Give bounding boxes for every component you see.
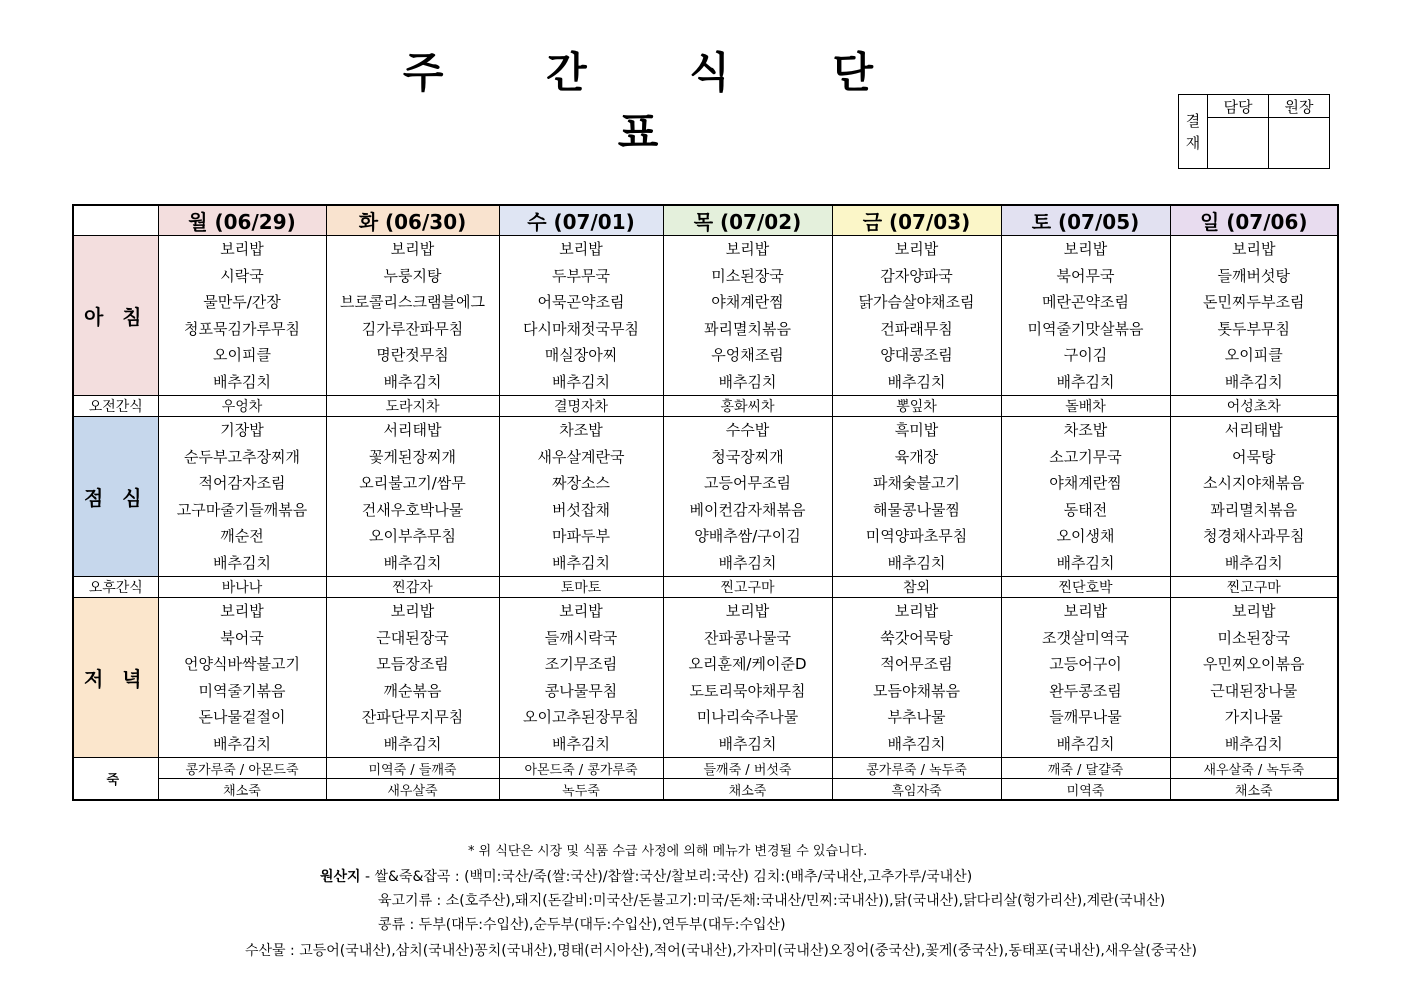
menu-item: 미역양파초무침: [865, 527, 968, 545]
am-snack-item: 결명자차: [499, 396, 663, 417]
menu-item: 조갯살미역국: [1042, 628, 1129, 647]
menu-item: 다시마채젓국무침: [523, 319, 639, 338]
breakfast-menu-cell: [1170, 236, 1338, 396]
menu-item: 보리밥: [1232, 240, 1276, 258]
juk-item: 콩가루죽 / 녹두죽: [832, 758, 1001, 779]
menu-item: 야채계란찜: [711, 293, 784, 311]
menu-item: 베이컨감자채볶음: [689, 500, 806, 519]
breakfast-menu-cell: [326, 236, 499, 396]
menu-item: 파채숯불고기: [873, 474, 960, 492]
menu-item: 닭가슴살야채조림: [858, 293, 975, 311]
pm-snack-item: 참외: [832, 577, 1001, 598]
juk-item: 미역죽 / 들깨죽: [326, 758, 499, 779]
menu-item: 차조밥: [1063, 421, 1108, 439]
menu-item: 보리밥: [1063, 240, 1108, 258]
menu-item: 미역줄기맛살볶음: [1027, 319, 1144, 338]
menu-item: 오이피클: [213, 346, 271, 364]
menu-item: 배추김치: [213, 734, 271, 753]
menu-item: 조기무조림: [544, 655, 618, 673]
menu-item: 누룽지탕: [383, 266, 442, 285]
menu-item: 야채계란찜: [1049, 474, 1122, 492]
am-snack-item: 뽕잎차: [832, 396, 1001, 417]
menu-item: 버섯잡채: [552, 500, 610, 519]
dinner-menu-cell: [326, 598, 499, 758]
approval-box: [1178, 94, 1330, 169]
dinner-menu-cell: [663, 598, 832, 758]
menu-item: 수수밥: [725, 421, 770, 439]
dinner-menu-cell: [832, 598, 1001, 758]
day-header: 토 (07/05): [1001, 205, 1170, 236]
menu-item: 순두부고추장찌개: [184, 447, 300, 466]
menu-item: 근대된장나물: [1210, 681, 1298, 700]
juk-item: 채소죽: [663, 779, 832, 801]
menu-item: 북어국: [220, 628, 264, 647]
menu-item: 근대된장국: [376, 628, 449, 647]
lunch-row: [73, 417, 1338, 577]
menu-item: 보리밥: [894, 240, 939, 258]
menu-item: 배추김치: [383, 734, 442, 753]
menu-item: 언양식바싹불고기: [184, 655, 300, 673]
lunch-menu-cell: [499, 417, 663, 577]
menu-item: 배추김치: [383, 553, 442, 572]
menu-item: 배추김치: [1224, 553, 1283, 572]
am-snack-item: 우엉차: [158, 396, 326, 417]
menu-item: 양배추쌈/구이김: [694, 527, 801, 545]
menu-item: 소시지야채볶음: [1203, 474, 1305, 492]
menu-item: 배추김치: [1224, 734, 1283, 753]
day-header: 화 (06/30): [326, 205, 499, 236]
menu-item: 청국장찌개: [711, 447, 784, 466]
approval-manager-sign: [1208, 118, 1269, 169]
menu-item: 고등어무조림: [704, 474, 791, 492]
menu-item: 서리태밥: [383, 421, 442, 439]
menu-item: 짜장소스: [552, 474, 610, 492]
menu-item: 보리밥: [559, 602, 603, 620]
corner-cell: [73, 205, 158, 236]
juk-row-1: [73, 758, 1338, 779]
menu-item: 모듬장조림: [376, 655, 449, 673]
menu-item: 보리밥: [390, 602, 435, 620]
menu-item: 미소된장국: [1217, 628, 1290, 647]
menu-item: 꽃게된장찌개: [369, 447, 456, 466]
day-header: 목 (07/02): [663, 205, 832, 236]
menu-item: 메란곤약조림: [1042, 293, 1129, 311]
menu-item: 배추김치: [552, 372, 610, 391]
juk-item: 녹두죽: [499, 779, 663, 801]
menu-item: 어묵탕: [1232, 447, 1276, 466]
menu-item: 미역줄기볶음: [198, 681, 286, 700]
breakfast-label: 아 침: [73, 236, 158, 396]
day-header: 수 (07/01): [499, 205, 663, 236]
menu-item: 시락국: [220, 266, 264, 285]
menu-item: 배추김치: [1056, 372, 1115, 391]
lunch-menu-cell: [1001, 417, 1170, 577]
breakfast-menu-cell: [832, 236, 1001, 396]
menu-item: 배추김치: [552, 734, 610, 753]
juk-item: 흑임자죽: [832, 779, 1001, 801]
menu-item: 오리불고기/쌈무: [359, 474, 466, 492]
menu-item: 오이생채: [1056, 527, 1115, 545]
menu-item: 가지나물: [1224, 708, 1283, 726]
menu-item: 완두콩조림: [1049, 681, 1122, 700]
menu-item: 깨순전: [220, 527, 264, 545]
menu-item: 매실장아찌: [544, 346, 618, 364]
menu-item: 보리밥: [220, 240, 264, 258]
menu-item: 들깨무나물: [1049, 708, 1122, 726]
menu-item: 오이부추무침: [369, 527, 456, 545]
menu-item: 부추나물: [887, 708, 946, 726]
juk-item: 미역죽: [1001, 779, 1170, 801]
menu-item: 오이피클: [1224, 346, 1283, 364]
menu-item: 보리밥: [559, 240, 603, 258]
menu-item: 적어무조림: [880, 655, 953, 673]
pm-snack-item: 찐고구마: [663, 577, 832, 598]
menu-item: 우엉채조림: [711, 346, 784, 364]
menu-item: 미소된장국: [711, 266, 784, 285]
origin-line-beans: 콩류 : 두부(대두:수입산),순두부(대두:수입산),연두부(대두:수입산): [378, 917, 786, 933]
menu-item: 건파래무침: [880, 319, 953, 338]
lunch-menu-cell: [1170, 417, 1338, 577]
juk-item: 채소죽: [1170, 779, 1338, 801]
menu-item: 육개장: [894, 447, 939, 466]
menu-item: 고구마줄기들깨볶음: [176, 500, 308, 519]
menu-item: 보리밥: [1063, 602, 1108, 620]
menu-item: 브로콜리스크램블에그: [340, 293, 485, 311]
origin-line-meat: 육고기류 : 소(호주산),돼지(돈갈비:미국산/돈불고기:미국/돈채:국내산/민찌:국내산)),닭(국내산),닭다리살(헝가리산),계란(국내산): [378, 893, 1166, 909]
menu-item: 배추김치: [718, 734, 777, 753]
menu-item: 기장밥: [220, 421, 264, 439]
menu-item: 흑미밥: [894, 421, 939, 439]
page-title: 주 간 식 단 표: [402, 48, 918, 157]
menu-item: 돈나물겉절이: [198, 708, 286, 726]
menu-item: 배추김치: [887, 734, 946, 753]
approval-label: 결 재: [1179, 95, 1208, 169]
menu-item: 서리태밥: [1224, 421, 1283, 439]
menu-item: 들깨시락국: [544, 628, 618, 647]
day-header: 금 (07/03): [832, 205, 1001, 236]
juk-item: 콩가루죽 / 아몬드죽: [158, 758, 326, 779]
menu-item: 배추김치: [213, 372, 271, 391]
menu-item: 도토리묵야채무침: [689, 681, 806, 700]
breakfast-menu-cell: [1001, 236, 1170, 396]
am-snack-item: 홍화씨차: [663, 396, 832, 417]
breakfast-menu-cell: [499, 236, 663, 396]
menu-item: 마파두부: [552, 527, 610, 545]
origin-line-rice: 원산지 - 쌀&죽&잡곡 : (백미:국산/죽(쌀:국산)/찹쌀:국산/찰보리:국산) 김치:(배추/국내산,고추가루/국내산): [320, 869, 973, 885]
menu-item: 두부무국: [552, 266, 610, 285]
lunch-menu-cell: [326, 417, 499, 577]
dinner-row: [73, 598, 1338, 758]
menu-item: 감자양파국: [880, 266, 953, 285]
dinner-menu-cell: [158, 598, 326, 758]
menu-item: 잔파단무지무침: [361, 708, 464, 726]
menu-item: 청포묵김가루무침: [184, 319, 300, 338]
am-snack-label: 오전간식: [73, 396, 158, 417]
menu-item: 보리밥: [220, 602, 264, 620]
day-header: 일 (07/06): [1170, 205, 1338, 236]
menu-item: 보리밥: [725, 240, 770, 258]
juk-item: 새우살죽: [326, 779, 499, 801]
menu-item: 건새우호박나물: [361, 500, 464, 519]
menu-item: 배추김치: [887, 553, 946, 572]
menu-item: 배추김치: [718, 372, 777, 391]
pm-snack-item: 토마토: [499, 577, 663, 598]
menu-item: 톳두부무침: [1217, 319, 1290, 338]
menu-item: 적어감자조림: [198, 474, 286, 492]
menu-item: 오이고추된장무침: [523, 708, 639, 726]
approval-manager-header: 담당: [1208, 95, 1269, 118]
menu-item: 김가루잔파무침: [361, 319, 464, 338]
approval-director-sign: [1269, 118, 1330, 169]
am-snack-item: 도라지차: [326, 396, 499, 417]
menu-item: 배추김치: [383, 372, 442, 391]
footnote: * 위 식단은 시장 및 식품 수급 사정에 의해 메뉴가 변경될 수 있습니다.: [468, 844, 868, 859]
menu-item: 콩나물무침: [544, 681, 618, 700]
pm-snack-label: 오후간식: [73, 577, 158, 598]
lunch-menu-cell: [663, 417, 832, 577]
lunch-label: 점 심: [73, 417, 158, 577]
juk-item: 깨죽 / 달걀죽: [1001, 758, 1170, 779]
weekly-menu-table: [72, 204, 1339, 801]
juk-item: 들깨죽 / 버섯죽: [663, 758, 832, 779]
menu-item: 잔파콩나물국: [704, 628, 791, 647]
day-header-row: [73, 205, 1338, 236]
menu-item: 보리밥: [725, 602, 770, 620]
menu-item: 소고기무국: [1049, 447, 1122, 466]
dinner-label: 저 녁: [73, 598, 158, 758]
menu-item: 배추김치: [887, 372, 946, 391]
menu-item: 꽈리멸치볶음: [1210, 500, 1298, 519]
pm-snack-row: [73, 577, 1338, 598]
menu-item: 동태전: [1063, 500, 1108, 519]
menu-item: 배추김치: [1056, 734, 1115, 753]
origin-line-seafood: 수산물 : 고등어(국내산),삼치(국내산)꽁치(국내산),명태(러시아산),적어(국내산),가자미(국내산)오징어(중국산),꽃게(중국산),동태포(국내산),새우살(중국산): [245, 943, 1197, 959]
menu-item: 보리밥: [894, 602, 939, 620]
menu-item: 배추김치: [552, 553, 610, 572]
menu-item: 해물콩나물찜: [873, 500, 960, 519]
menu-item: 꽈리멸치볶음: [704, 319, 791, 338]
juk-item: 아몬드죽 / 콩가루죽: [499, 758, 663, 779]
juk-label: 죽: [73, 758, 158, 801]
menu-item: 보리밥: [1232, 602, 1276, 620]
menu-item: 명란젓무침: [376, 346, 449, 364]
pm-snack-item: 바나나: [158, 577, 326, 598]
origin-label: 원산지: [320, 869, 361, 885]
breakfast-row: [73, 236, 1338, 396]
day-header: 월 (06/29): [158, 205, 326, 236]
menu-item: 돈민찌두부조림: [1203, 293, 1305, 311]
menu-item: 보리밥: [390, 240, 435, 258]
lunch-menu-cell: [832, 417, 1001, 577]
menu-item: 배추김치: [718, 553, 777, 572]
juk-row-2: [73, 779, 1338, 801]
dinner-menu-cell: [1001, 598, 1170, 758]
juk-item: 새우살죽 / 녹두죽: [1170, 758, 1338, 779]
pm-snack-item: 찐고구마: [1170, 577, 1338, 598]
menu-item: 깨순볶음: [383, 681, 442, 700]
pm-snack-item: 찐감자: [326, 577, 499, 598]
menu-item: 모듬야채볶음: [873, 681, 960, 700]
menu-item: 배추김치: [213, 553, 271, 572]
am-snack-item: 돌배차: [1001, 396, 1170, 417]
am-snack-item: 어성초차: [1170, 396, 1338, 417]
am-snack-row: [73, 396, 1338, 417]
menu-item: 배추김치: [1056, 553, 1115, 572]
lunch-menu-cell: [158, 417, 326, 577]
menu-item: 고등어구이: [1049, 655, 1122, 673]
menu-item: 차조밥: [559, 421, 603, 439]
menu-item: 구이김: [1063, 346, 1108, 364]
pm-snack-item: 찐단호박: [1001, 577, 1170, 598]
menu-item: 청경채사과무침: [1203, 527, 1305, 545]
menu-item: 배추김치: [1224, 372, 1283, 391]
approval-director-header: 원장: [1269, 95, 1330, 118]
menu-item: 새우살계란국: [537, 447, 625, 466]
juk-item: 채소죽: [158, 779, 326, 801]
breakfast-menu-cell: [663, 236, 832, 396]
breakfast-menu-cell: [158, 236, 326, 396]
menu-item: 어묵곤약조림: [537, 293, 625, 311]
menu-item: 물만두/간장: [203, 293, 281, 311]
dinner-menu-cell: [1170, 598, 1338, 758]
menu-item: 오리훈제/케이준D: [688, 655, 807, 673]
menu-item: 쑥갓어묵탕: [880, 628, 953, 647]
dinner-menu-cell: [499, 598, 663, 758]
menu-item: 북어무국: [1056, 266, 1115, 285]
menu-item: 미나리숙주나물: [696, 708, 799, 726]
menu-item: 양대콩조림: [880, 346, 953, 364]
menu-item: 우민찌오이볶음: [1203, 655, 1305, 673]
menu-item: 들깨버섯탕: [1217, 266, 1290, 285]
